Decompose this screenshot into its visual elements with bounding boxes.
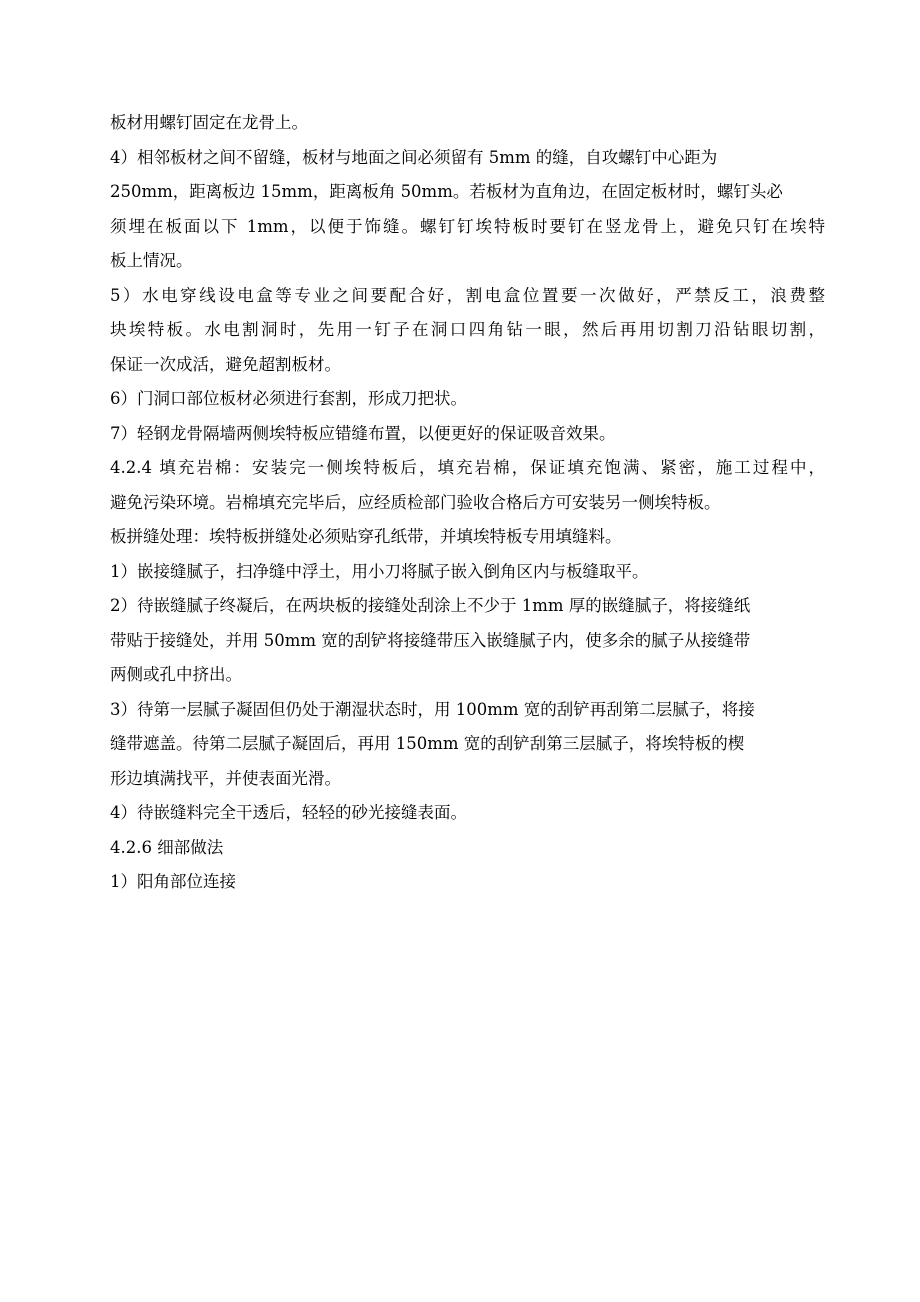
text-line: 6）门洞口部位板材必须进行套割，形成刀把状。 bbox=[110, 389, 467, 408]
text-line: 2）待嵌缝腻子终凝后，在两块板的接缝处刮涂上不少于 1mm 厚的嵌缝腻子，将接缝纸 bbox=[110, 596, 751, 615]
text-line: 保证一次成活，避免超割板材。 bbox=[110, 354, 341, 374]
text-line: 5）水电穿线设电盒等专业之间要配合好，割电盒位置要一次做好，严禁反工，浪费整 bbox=[110, 285, 825, 305]
text-line: 缝带遮盖。待第二层腻子凝固后，再用 150mm 宽的刮铲刮第三层腻子，将埃特板的楔 bbox=[110, 734, 745, 753]
text-line: 4）待嵌缝料完全干透后，轻轻的砂光接缝表面。 bbox=[110, 803, 467, 822]
text-line: 带贴于接缝处，并用 50mm 宽的刮铲将接缝带压入嵌缝腻子内，使多余的腻子从接缝带 bbox=[110, 630, 751, 650]
text-line: 4）相邻板材之间不留缝，板材与地面之间必须留有 5mm 的缝，自攻螺钉中心距为 bbox=[110, 147, 718, 167]
text-line: 板拼缝处理：埃特板拼缝处必须贴穿孔纸带，并填埃特板专用填缝料。 bbox=[110, 527, 622, 546]
text-line: 1）阳角部位连接 bbox=[110, 872, 236, 891]
text-line: 块埃特板。水电割洞时，先用一钉子在洞口四角钻一眼，然后再用切割刀沿钻眼切割， bbox=[110, 320, 825, 339]
text-line: 形边填满找平，并使表面光滑。 bbox=[110, 768, 341, 788]
text-line: 3）待第一层腻子凝固但仍处于潮湿状态时，用 100mm 宽的刮铲再刮第二层腻子，将接 bbox=[110, 699, 755, 719]
text-line: 板上情况。 bbox=[110, 251, 193, 270]
text-line: 1）嵌接缝腻子，扫净缝中浮土，用小刀将腻子嵌入倒角区内与板缝取平。 bbox=[110, 561, 649, 581]
text-line: 板材用螺钉固定在龙骨上。 bbox=[110, 113, 308, 132]
text-line: 250mm，距离板边 15mm，距离板角 50mm。若板材为直角边，在固定板材时，螺钉头必 bbox=[110, 182, 783, 201]
text-line: 须埋在板面以下 1mm，以便于饰缝。螺钉钉埃特板时要钉在竖龙骨上，避免只钉在埃特 bbox=[110, 216, 825, 236]
text-line: 7）轻钢龙骨隔墙两侧埃特板应错缝布置，以便更好的保证吸音效果。 bbox=[110, 423, 616, 443]
text-line: 4.2.4 填充岩棉：安装完一侧埃特板后，填充岩棉，保证填充饱满、紧密，施工过程中， bbox=[110, 458, 825, 477]
text-line: 避免污染环境。岩棉填充完毕后，应经质检部门验收合格后方可安装另一侧埃特板。 bbox=[110, 492, 721, 512]
text-line: 两侧或孔中挤出。 bbox=[110, 665, 242, 684]
text-line: 4.2.6 细部做法 bbox=[110, 837, 224, 857]
document-body bbox=[110, 106, 825, 900]
